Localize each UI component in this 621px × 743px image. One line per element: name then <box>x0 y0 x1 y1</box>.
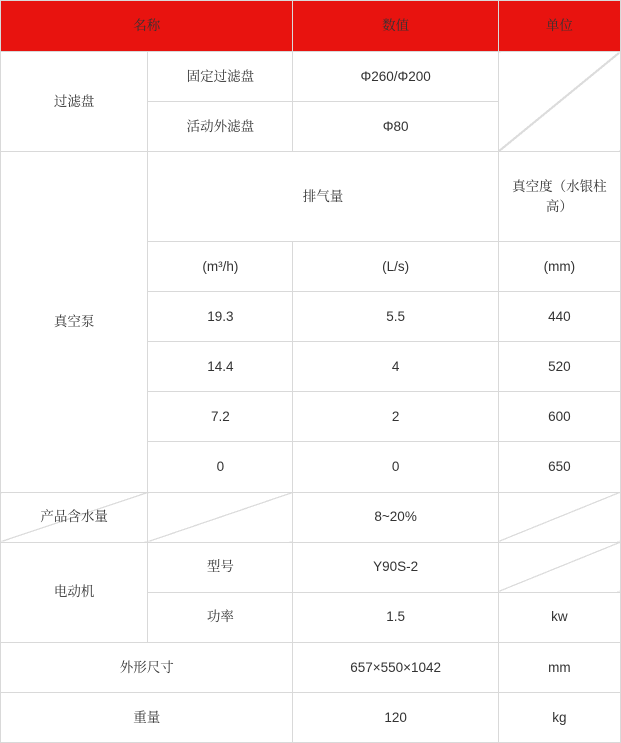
cell-sub-empty <box>148 492 293 542</box>
cell-unit-flow-4: 650 <box>498 442 620 492</box>
cell-unit-motor-power: kw <box>498 592 620 642</box>
cell-unit-flow-3: 600 <box>498 392 620 442</box>
cell-sub-motor-model: 型号 <box>148 542 293 592</box>
cell-value-flow-4: 0 <box>293 442 498 492</box>
cell-value-flow-2: 4 <box>293 342 498 392</box>
cell-unit-flow-2: 520 <box>498 342 620 392</box>
row-group-label-motor: 电动机 <box>1 542 148 642</box>
table-row <box>1 642 621 692</box>
table-header <box>1 1 621 52</box>
header-cell-unit: 单位 <box>498 1 620 52</box>
cell-unit-mm: (mm) <box>498 242 620 292</box>
cell-unit-empty <box>498 542 620 592</box>
table-row <box>1 492 621 542</box>
cell-sub-unit-m3h: (m³/h) <box>148 242 293 292</box>
cell-value-flow-3: 2 <box>293 392 498 442</box>
row-label-dimensions: 外形尺寸 <box>1 642 293 692</box>
header-row <box>1 1 621 52</box>
cell-value-flow-1: 5.5 <box>293 292 498 342</box>
cell-unit-vacuum-degree: 真空度（水银柱高） <box>498 152 620 242</box>
header-cell-value: 数值 <box>293 1 498 52</box>
table-row <box>1 542 621 592</box>
cell-sub-flow-3: 7.2 <box>148 392 293 442</box>
row-label-product-moisture: 产品含水量 <box>1 492 148 542</box>
cell-sub-flow-2: 14.4 <box>148 342 293 392</box>
cell-sub-movable-outer-disc: 活动外滤盘 <box>148 102 293 152</box>
row-group-label-filter-disc: 过滤盘 <box>1 52 148 152</box>
cell-value-motor-model: Y90S-2 <box>293 542 498 592</box>
cell-unit-dimensions: mm <box>498 642 620 692</box>
row-group-label-vacuum-pump: 真空泵 <box>1 152 148 492</box>
table-row <box>1 692 621 742</box>
cell-sub-motor-power: 功率 <box>148 592 293 642</box>
cell-value-dimensions: 657×550×1042 <box>293 642 498 692</box>
cell-value-unit-ls: (L/s) <box>293 242 498 292</box>
header-cell-name: 名称 <box>1 1 293 52</box>
table-row <box>1 52 621 102</box>
cell-unit-flow-1: 440 <box>498 292 620 342</box>
cell-sub-fixed-filter-disc: 固定过滤盘 <box>148 52 293 102</box>
cell-sub-flow-4: 0 <box>148 442 293 492</box>
table-row <box>1 152 621 242</box>
table-body <box>1 52 621 743</box>
cell-value-weight: 120 <box>293 692 498 742</box>
cell-value-product-moisture: 8~20% <box>293 492 498 542</box>
cell-unit-empty <box>498 492 620 542</box>
cell-sub-exhaust-volume: 排气量 <box>148 152 499 242</box>
cell-value-movable-outer-disc: Φ80 <box>293 102 498 152</box>
row-label-weight: 重量 <box>1 692 293 742</box>
cell-value-fixed-filter-disc: Φ260/Φ200 <box>293 52 498 102</box>
cell-unit-weight: kg <box>498 692 620 742</box>
cell-sub-flow-1: 19.3 <box>148 292 293 342</box>
cell-unit-empty <box>498 52 620 152</box>
cell-value-motor-power: 1.5 <box>293 592 498 642</box>
